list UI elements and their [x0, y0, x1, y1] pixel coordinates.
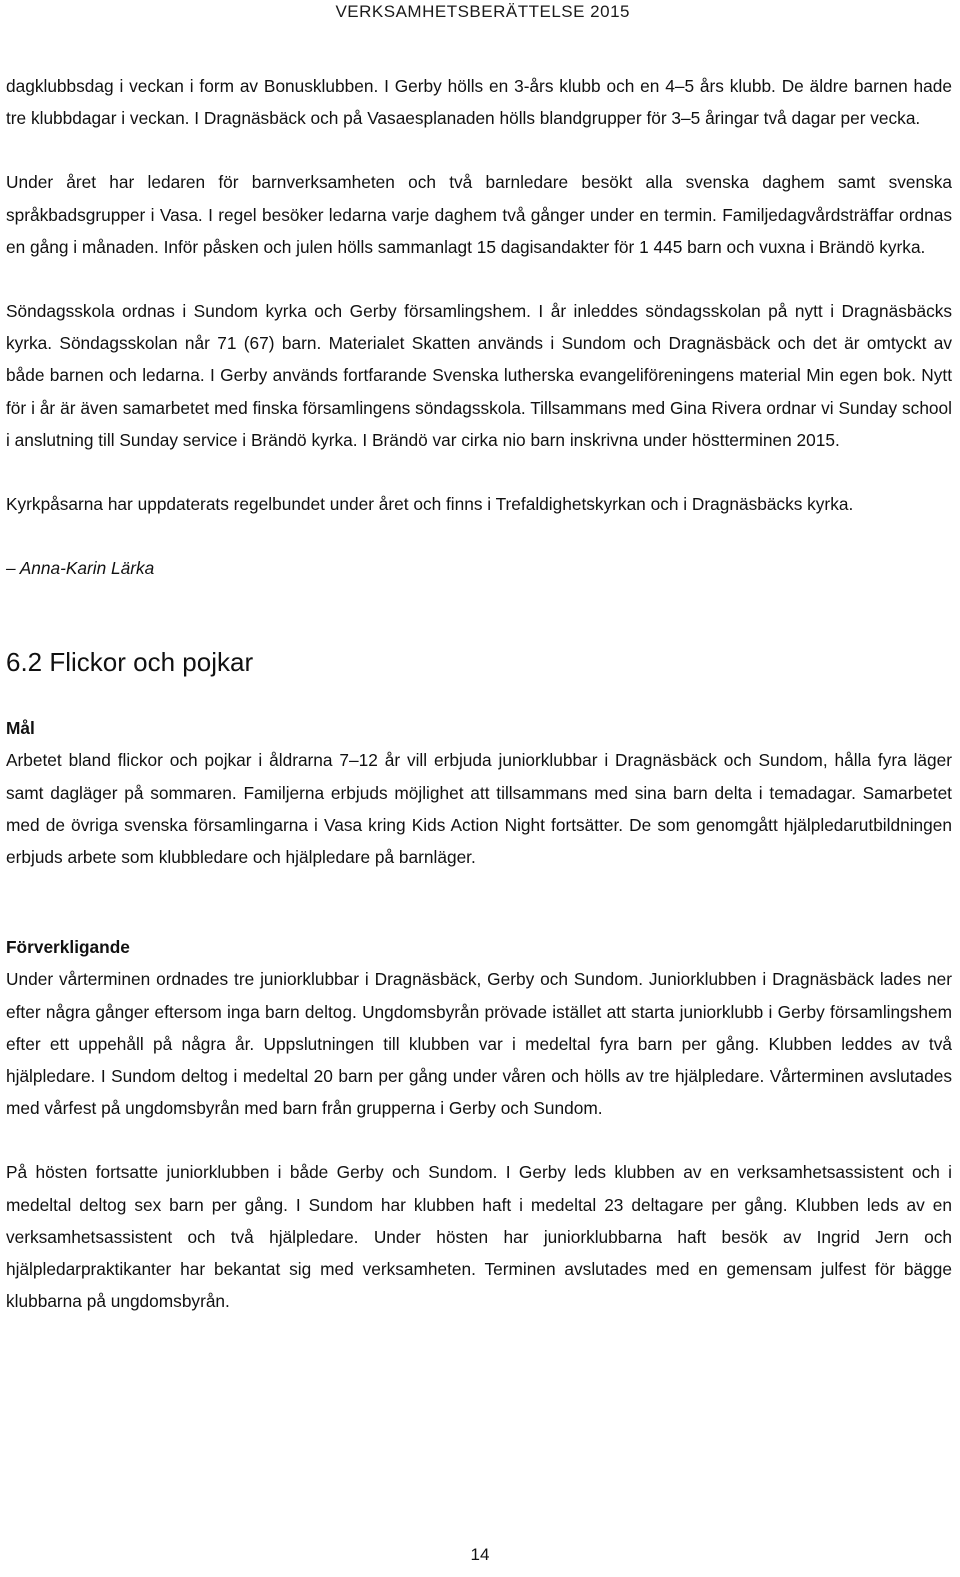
page-number: 14 — [470, 1545, 490, 1564]
signature: – Anna-Karin Lärka — [6, 558, 155, 579]
paragraph-clubs: dagklubbsdag i veckan i form av Bonusklubben. I Gerby hölls en 3-års klubb och en 4–5 års klubb. De äldre barnen hade tre klubbdagar i veckan. I Dragnäsbäck och på Vasaesplanaden hölls blandgrupper för 3–5 åringar två dagar per vecka. — [6, 76, 952, 129]
paragraph-sunday-school: Söndagsskola ordnas i Sundom kyrka och Gerby församlingshem. I år inleddes söndagsskolan på nytt i Dragnäsbäcks kyrka. Söndagsskolan når 71 (67) barn. Materialet Skatten används i Sundom och Dragnäsbäck och det är omtyckt av både barnen och ledarna. I Gerby används fortfarande Svenska lutherska evangeliföreningens material Min egen bok. Nytt för i år är även samarbetet med finska församlingens söndagsskola. Tillsammans med Gina Rivera ordnar vi Sunday school i anslutning till Sunday service i Brändö kyrka. I Brändö var cirka nio barn inskrivna under höstterminen 2015. — [6, 301, 952, 450]
section-title: 6.2 Flickor och pojkar — [6, 647, 254, 678]
page-header-title: VERKSAMHETSBERÄTTELSE 2015 — [335, 2, 630, 21]
autumn-paragraph: På hösten fortsatte juniorklubben i både Gerby och Sundom. I Gerby leds klubben av en verksamhetsassistent och i medeltal deltog sex barn per gång. I Sundom har klubben haft i medeltal 23 deltagare per gång. Klubben leds av en verksamhetsassistent och två hjälpledare. Under hösten har juniorklubbarna haft besök av Ingrid Jern och hjälpledarpraktikanter har bekantat sig med verksamheten. Terminen avslutades med en gemensam julfest för bägge klubbarna på ungdomsbyrån. — [6, 1162, 952, 1312]
implementation-paragraph: Under vårterminen ordnades tre juniorklubbar i Dragnäsbäck, Gerby och Sundom. Juniorklubben i Dragnäsbäck lades ner efter några gånger eftersom inga barn deltog. Ungdomsbyrån prövade istället att starta juniorklubb i Gerby församlingshem efter ett uppehåll på några år. Uppslutningen till klubben var i medeltal fyra barn per gång. Klubben leddes av två hjälpledare. I Sundom deltog i medeltal 20 barn per gång under våren och hölls av tre hjälpledare. Vårterminen avslutades med vårfest på ungdomsbyrån med barn från grupperna i Gerby och Sundom. — [6, 969, 952, 1119]
goal-paragraph: Arbetet bland flickor och pojkar i åldrarna 7–12 år vill erbjuda juniorklubbar i Dragnäsbäck och Sundom, hålla fyra läger samt dagläger på sommaren. Familjerna erbjuds möjlighet att tillsammans med sina barn delta i temadagar. Samarbetet med de övriga svenska församlingarna i Vasa kring Kids Action Night fortsätter. De som genomgått hjälpledarutbildningen erbjuds arbete som klubbledare och hjälpledare på barnläger. — [6, 750, 952, 868]
goal-heading: Mål — [6, 718, 35, 739]
paragraph-church-bags: Kyrkpåsarna har uppdaterats regelbundet under året och finns i Trefaldighetskyrkan och i Dragnäsbäcks kyrka. — [6, 494, 854, 515]
implementation-heading: Förverkligande — [6, 937, 130, 958]
paragraph-daycare-visits: Under året har ledaren för barnverksamheten och två barnledare besökt alla svenska daghem samt svenska språkbadsgrupper i Vasa. I regel besöker ledarna varje daghem två gånger under en termin. Familjedagvårdsträffar ordnas en gång i månaden. Inför påsken och julen hölls sammanlagt 15 dagisandakter för 1 445 barn och vuxna i Brändö kyrka. — [6, 172, 952, 257]
document-body — [6, 70, 952, 1349]
